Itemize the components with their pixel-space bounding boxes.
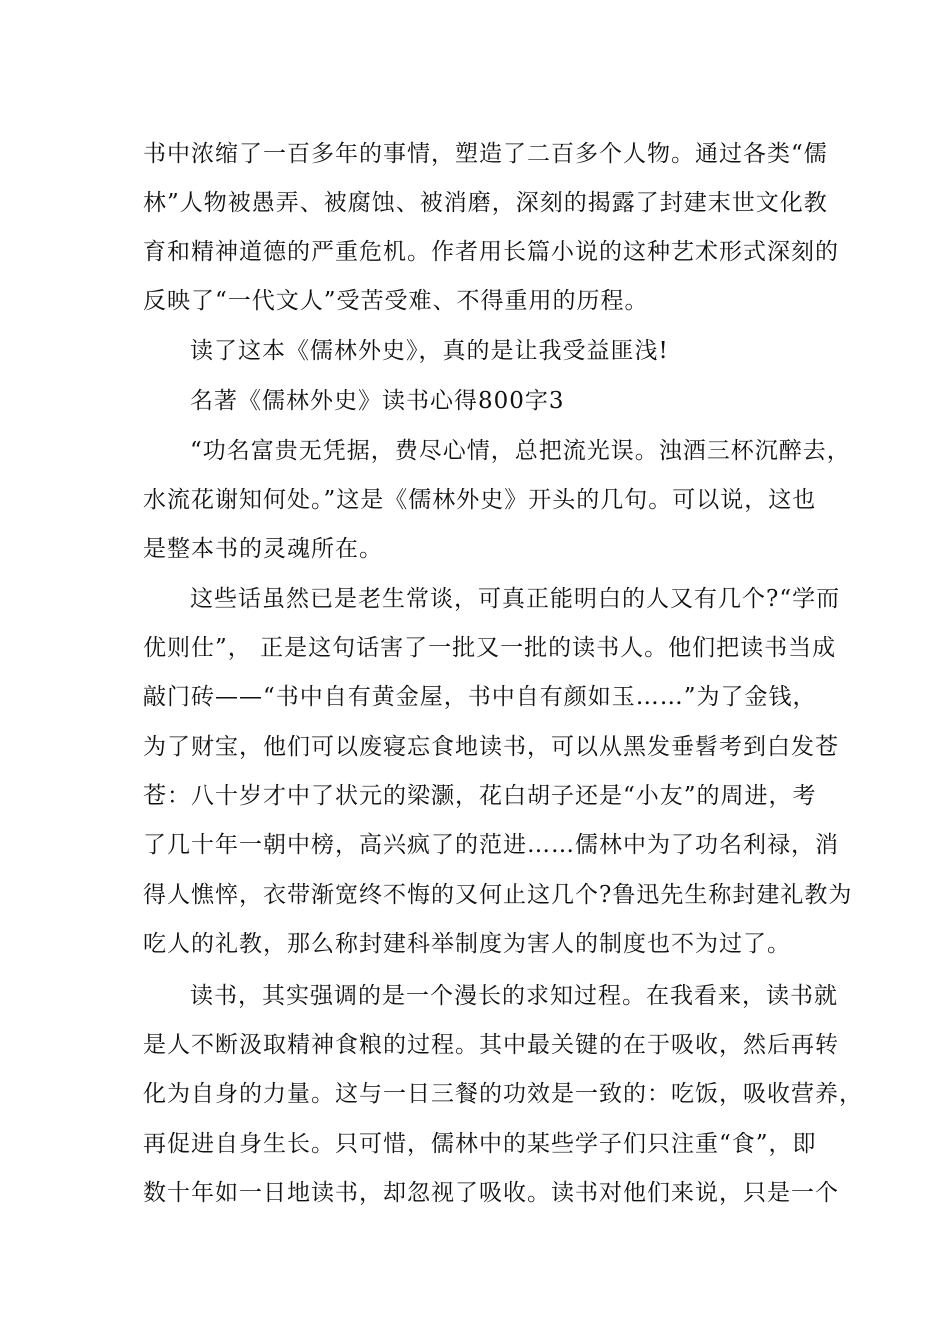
text-line: 水流花谢知何处。”这是《儒林外史》开头的几句。可以说，这也: [143, 487, 817, 513]
text-line: “功名富贵无凭据，费尽心情，总把流光误。浊酒三杯沉醉去，: [190, 438, 851, 464]
text-line: 书中浓缩了一百多年的事情，塑造了二百多个人物。通过各类“儒: [143, 141, 828, 167]
text-line: 数十年如一日地读书，却忽视了吸收。读书对他们来说，只是一个: [143, 1180, 839, 1206]
text-line: 吃人的礼教，那么称封建科举制度为害人的制度也不为过了。: [143, 931, 791, 957]
text-line: 敲门砖——“书中自有黄金屋，书中自有颜如玉……”为了金钱，: [143, 684, 817, 710]
text-line: 优则仕”， 正是这句话害了一批又一批的读书人。他们把读书当成: [143, 635, 837, 661]
text-line: 读了这本《儒林外史》，真的是让我受益匪浅!: [190, 338, 669, 364]
text-line: 苍：八十岁才中了状元的梁灏，花白胡子还是“小友”的周进，考: [143, 783, 817, 809]
text-line: 是人不断汲取精神食粮的过程。其中最关键的在于吸收，然后再转: [143, 1032, 839, 1058]
section-heading: 名著《儒林外史》读书心得800字3: [190, 388, 565, 414]
text-line: 了几十年一朝中榜，高兴疯了的范进……儒林中为了功名利禄，消: [143, 832, 839, 858]
text-line: 为了财宝，他们可以废寝忘食地读书，可以从黑发垂髫考到白发苍: [143, 734, 839, 760]
text-line: 育和精神道德的严重危机。作者用长篇小说的这种艺术形式深刻的: [143, 239, 839, 265]
text-line: 这些话虽然已是老生常谈，可真正能明白的人又有几个?“学而: [190, 586, 841, 612]
text-line: 反映了“一代文人”受苦受难、不得重用的历程。: [143, 288, 649, 314]
text-line: 读书，其实强调的是一个漫长的求知过程。在我看来，读书就: [190, 983, 838, 1009]
text-line: 是整本书的灵魂所在。: [143, 536, 383, 562]
text-line: 再促进自身生长。只可惜，儒林中的某些学子们只注重“食”，即: [143, 1131, 817, 1157]
text-line: 得人憔悴，衣带渐宽终不悔的又何止这几个?鲁迅先生称封建礼教为: [143, 882, 853, 908]
text-line: 化为自身的力量。这与一日三餐的功效是一致的：吃饭，吸收营养，: [143, 1081, 863, 1107]
text-line: 林”人物被愚弄、被腐蚀、被消磨，深刻的揭露了封建末世文化教: [143, 190, 828, 216]
